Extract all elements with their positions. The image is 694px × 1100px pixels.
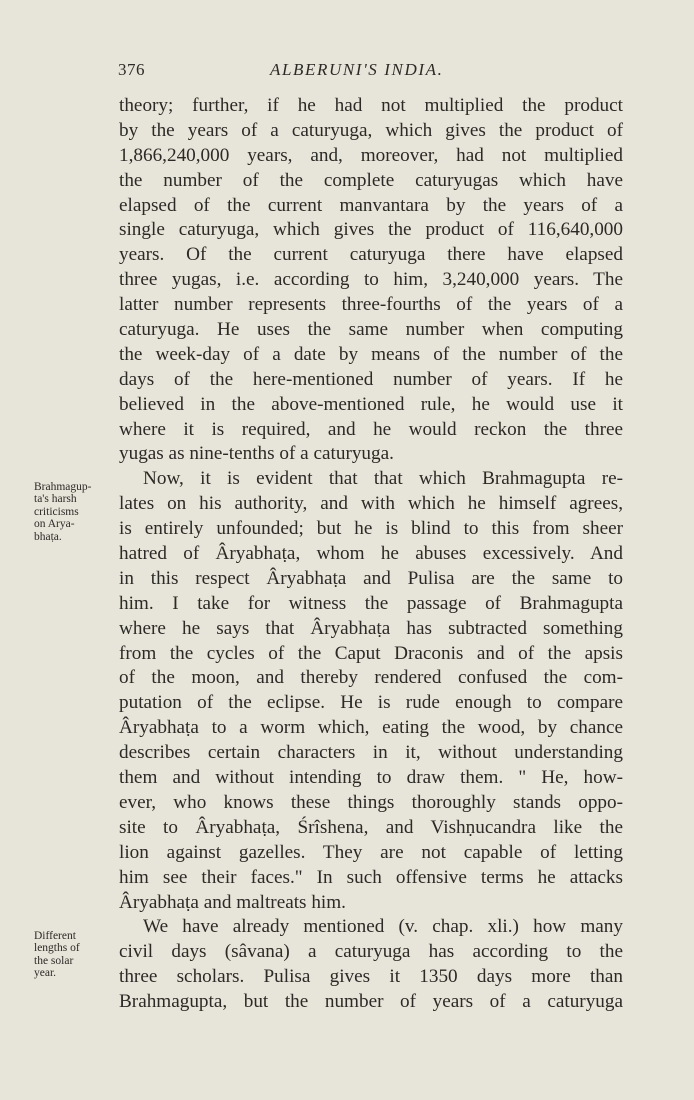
body-line: single caturyuga, which gives the product of 116,640,000 bbox=[119, 219, 623, 241]
sidenote-line: criticisms bbox=[34, 505, 79, 518]
body-line: describes certain characters in it, without understanding bbox=[119, 742, 623, 764]
body-line: Brahmagupta, but the number of years of a caturyuga bbox=[119, 991, 623, 1013]
paragraph-start-line: We have already mentioned (v. chap. xli.) how many bbox=[143, 916, 623, 938]
paragraph-end-line: yugas as nine-tenths of a caturyuga. bbox=[119, 443, 394, 465]
sidenote-line: on Arya- bbox=[34, 518, 75, 531]
sidenote-line: year. bbox=[34, 967, 57, 980]
body-line: lates on his authority, and with which he himself agrees, bbox=[119, 493, 623, 515]
body-line: of the moon, and thereby rendered confused the com- bbox=[119, 667, 623, 689]
body-line: lion against gazelles. They are not capable of letting bbox=[119, 841, 623, 863]
body-line: where he says that Âryabhaṭa has subtracted something bbox=[119, 617, 623, 639]
body-line: from the cycles of the Caput Draconis and of the apsis bbox=[119, 642, 623, 664]
body-line: latter number represents three-fourths of the years of a bbox=[119, 294, 623, 316]
body-line: in this respect Âryabhaṭa and Pulisa are the same to bbox=[119, 567, 623, 589]
sidenote-line: ta's harsh bbox=[34, 493, 77, 506]
body-line: them and without intending to draw them. " He, how- bbox=[119, 767, 623, 789]
body-line: days of the here-mentioned number of years. If he bbox=[119, 368, 623, 390]
body-line: the week-day of a date by means of the number of the bbox=[119, 343, 623, 365]
body-line: him. I take for witness the passage of Brahmagupta bbox=[119, 592, 623, 614]
body-line: caturyuga. He uses the same number when computing bbox=[119, 319, 623, 341]
body-line: believed in the above-mentioned rule, he would use it bbox=[119, 393, 623, 415]
body-line: putation of the eclipse. He is rude enough to compare bbox=[119, 692, 623, 714]
body-line: is entirely unfounded; but he is blind to this from sheer bbox=[119, 518, 623, 540]
paragraph-end-line: Âryabhaṭa and maltreats him. bbox=[119, 891, 346, 913]
body-line: theory; further, if he had not multiplied the product bbox=[119, 95, 623, 116]
body-line: ever, who knows these things thoroughly stands oppo- bbox=[119, 791, 623, 813]
sidenote-line: Brahmagup- bbox=[34, 481, 92, 493]
body-line: by the years of a caturyuga, which gives the product of bbox=[119, 119, 623, 141]
body-line: three scholars. Pulisa gives it 1350 days more than bbox=[119, 966, 623, 988]
sidenote-line: the solar bbox=[34, 954, 74, 967]
body-line: the number of the complete caturyugas which have bbox=[119, 169, 623, 191]
body-line: civil days (sâvana) a caturyuga has according to the bbox=[119, 941, 623, 963]
body-line: site to Âryabhaṭa, Śrîshena, and Vishṇucandra like the bbox=[119, 816, 623, 838]
body-line: elapsed of the current manvantara by the years of a bbox=[119, 194, 623, 216]
body-line: 1,866,240,000 years, and, moreover, had not multiplied bbox=[119, 144, 623, 166]
body-line: three yugas, i.e. according to him, 3,240,000 years. The bbox=[119, 269, 623, 291]
body-text bbox=[119, 94, 623, 1015]
sidenote-solar-year bbox=[34, 930, 118, 980]
sidenote-brahmagupta-criticisms bbox=[34, 481, 118, 543]
sidenote-line: Different bbox=[34, 930, 76, 942]
sidenote-line: bhaṭa. bbox=[34, 530, 62, 543]
body-line: hatred of Âryabhaṭa, whom he abuses excessively. And bbox=[119, 543, 623, 565]
paragraph-start-line: Now, it is evident that that which Brahmagupta re- bbox=[143, 468, 623, 490]
body-line: where it is required, and he would reckon the three bbox=[119, 418, 623, 440]
sidenote-line: lengths of bbox=[34, 942, 80, 955]
running-head: ALBERUNI'S INDIA. bbox=[270, 60, 444, 79]
page-number: 376 bbox=[118, 60, 145, 79]
body-line: years. Of the current caturyuga there have elapsed bbox=[119, 244, 623, 266]
body-line: Âryabhaṭa to a worm which, eating the wood, by chance bbox=[119, 717, 623, 739]
body-line: him see their faces." In such offensive terms he attacks bbox=[119, 866, 623, 888]
